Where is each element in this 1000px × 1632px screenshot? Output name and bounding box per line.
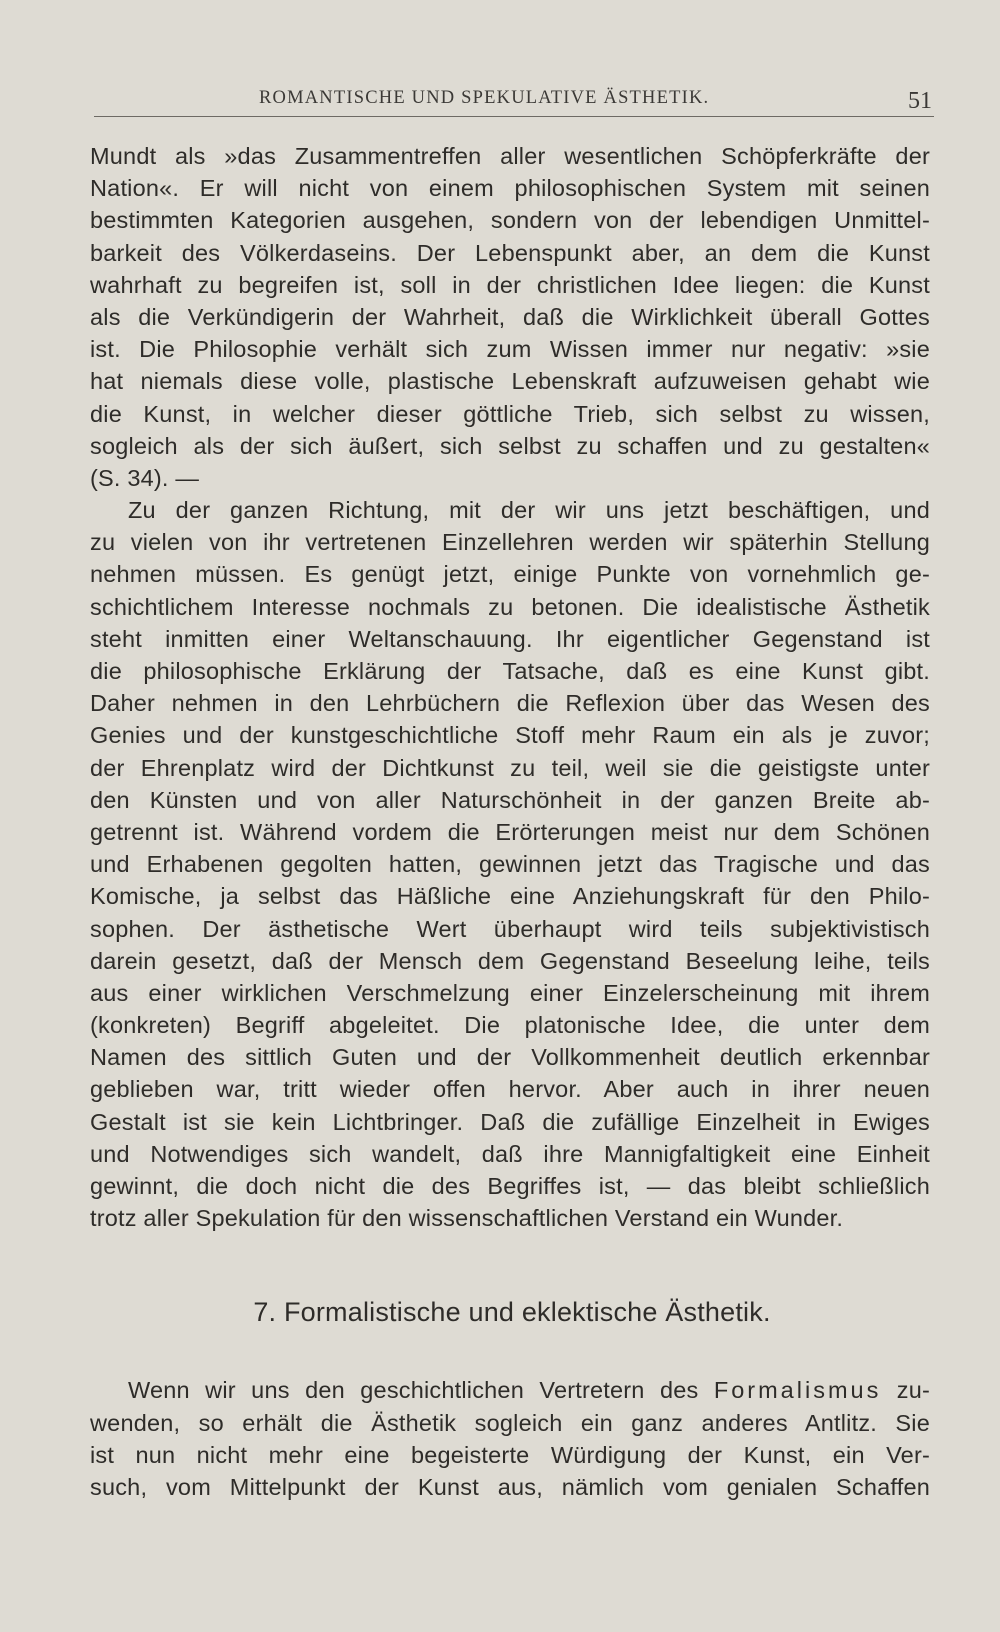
text-line: Namen des sittlich Guten und der Vollkommenheit deutlich erkennbar bbox=[90, 1044, 930, 1071]
text-line: Daher nehmen in den Lehrbüchern die Reflexion über das Wesen des bbox=[90, 690, 930, 717]
running-header bbox=[94, 82, 934, 117]
text-line: wahrhaft zu begreifen ist, soll in der christlichen Idee liegen: die Kunst bbox=[90, 271, 930, 298]
text-line: wenden, so erhält die Ästhetik sogleich ein ganz anderes Antlitz. Sie bbox=[90, 1409, 930, 1436]
paragraph-2 bbox=[90, 494, 930, 1234]
text-line: Komische, ja selbst das Häßliche eine Anziehungskraft für den Philo- bbox=[90, 883, 930, 910]
text-line: sogleich als der sich äußert, sich selbst zu schaffen und zu gestalten« bbox=[90, 432, 930, 459]
text-line: ist nun nicht mehr eine begeisterte Würdigung der Kunst, ein Ver- bbox=[90, 1441, 930, 1468]
text-fragment: Wenn wir uns den geschichtlichen Vertretern des bbox=[128, 1377, 714, 1404]
running-head-title: ROMANTISCHE UND SPEKULATIVE ÄSTHETIK. bbox=[259, 88, 710, 108]
text-line: Nation«. Er will nicht von einem philosophischen System mit seinen bbox=[90, 175, 930, 202]
paragraph-1 bbox=[90, 140, 930, 494]
spacer bbox=[90, 1234, 930, 1296]
text-line: die philosophische Erklärung der Tatsache, daß es eine Kunst gibt. bbox=[90, 658, 930, 684]
text-line: (konkreten) Begriff abgeleitet. Die platonische Idee, die unter dem bbox=[90, 1012, 930, 1039]
text-line: als die Verkündigerin der Wahrheit, daß die Wirklichkeit überall Gottes bbox=[90, 303, 930, 330]
text-line: gewinnt, die doch nicht die des Begriffes ist, — das bleibt schließlich bbox=[90, 1173, 930, 1199]
spacer bbox=[90, 1328, 930, 1374]
text-line: Mundt als »das Zusammentreffen aller wesentlichen Schöpferkräfte der bbox=[90, 143, 930, 169]
text-line: such, vom Mittelpunkt der Kunst aus, nämlich vom genialen Schaffen bbox=[90, 1473, 930, 1500]
text-line: nehmen müssen. Es genügt jetzt, einige Punkte von vornehmlich ge- bbox=[90, 561, 930, 588]
text-line: den Künsten und von aller Naturschönheit in der ganzen Breite ab- bbox=[90, 786, 930, 813]
text-line: Genies und der kunstgeschichtliche Stoff mehr Raum ein als je zuvor; bbox=[90, 722, 930, 749]
text-line: geblieben war, tritt wieder offen hervor. Aber auch in ihrer neuen bbox=[90, 1076, 930, 1103]
text-line: hat niemals diese volle, plastische Lebenskraft aufzuweisen gehabt wie bbox=[90, 368, 930, 395]
body-text bbox=[90, 140, 930, 1503]
text-line: und Erhabenen gegolten hatten, gewinnen jetzt das Tragische und das bbox=[90, 851, 930, 878]
text-line: steht inmitten einer Weltanschauung. Ihr eigentlicher Gegenstand ist bbox=[90, 625, 930, 652]
text-line: sophen. Der ästhetische Wert überhaupt wird teils subjektivistisch bbox=[90, 915, 930, 942]
page-number: 51 bbox=[908, 88, 932, 114]
text-line: Gestalt ist sie kein Lichtbringer. Daß die zufällige Einzelheit in Ewiges bbox=[90, 1108, 930, 1135]
text-line: bestimmten Kategorien ausgehen, sondern von der lebendigen Unmittel- bbox=[90, 207, 930, 234]
text-fragment: zu- bbox=[881, 1377, 930, 1404]
text-line: getrennt ist. Während vordem die Erörterungen meist nur dem Schönen bbox=[90, 818, 930, 845]
paragraph-3 bbox=[90, 1374, 930, 1503]
text-line: der Ehrenplatz wird der Dichtkunst zu teil, weil sie die geistigste unter bbox=[90, 754, 930, 781]
text-line: ist. Die Philosophie verhält sich zum Wissen immer nur negativ: »sie bbox=[90, 336, 930, 363]
text-line: (S. 34). — bbox=[90, 464, 200, 491]
text-line: darein gesetzt, daß der Mensch dem Gegenstand Beseelung leihe, teils bbox=[90, 947, 930, 974]
text-line bbox=[90, 1374, 930, 1406]
text-line: schichtlichem Interesse nochmals zu betonen. Die idealistische Ästhetik bbox=[90, 593, 930, 620]
text-line: barkeit des Völkerdaseins. Der Lebenspunkt aber, an dem die Kunst bbox=[90, 239, 930, 266]
text-line: zu vielen von ihr vertretenen Einzellehren werden wir späterhin Stellung bbox=[90, 529, 930, 556]
text-line: Zu der ganzen Richtung, mit der wir uns jetzt beschäftigen, und bbox=[128, 497, 930, 524]
text-line: aus einer wirklichen Verschmelzung einer Einzelerscheinung mit ihrem bbox=[90, 979, 930, 1006]
text-line: und Notwendiges sich wandelt, daß ihre Mannigfaltigkeit eine Einheit bbox=[90, 1140, 930, 1167]
text-line: die Kunst, in welcher dieser göttliche Trieb, sich selbst zu wissen, bbox=[90, 400, 930, 427]
spaced-term: Formalismus bbox=[713, 1377, 882, 1404]
text-line: trotz aller Spekulation für den wissenschaftlichen Verstand ein Wunder. bbox=[90, 1205, 844, 1232]
section-heading: 7. Formalistische und eklektische Ästhetik. bbox=[253, 1297, 771, 1328]
